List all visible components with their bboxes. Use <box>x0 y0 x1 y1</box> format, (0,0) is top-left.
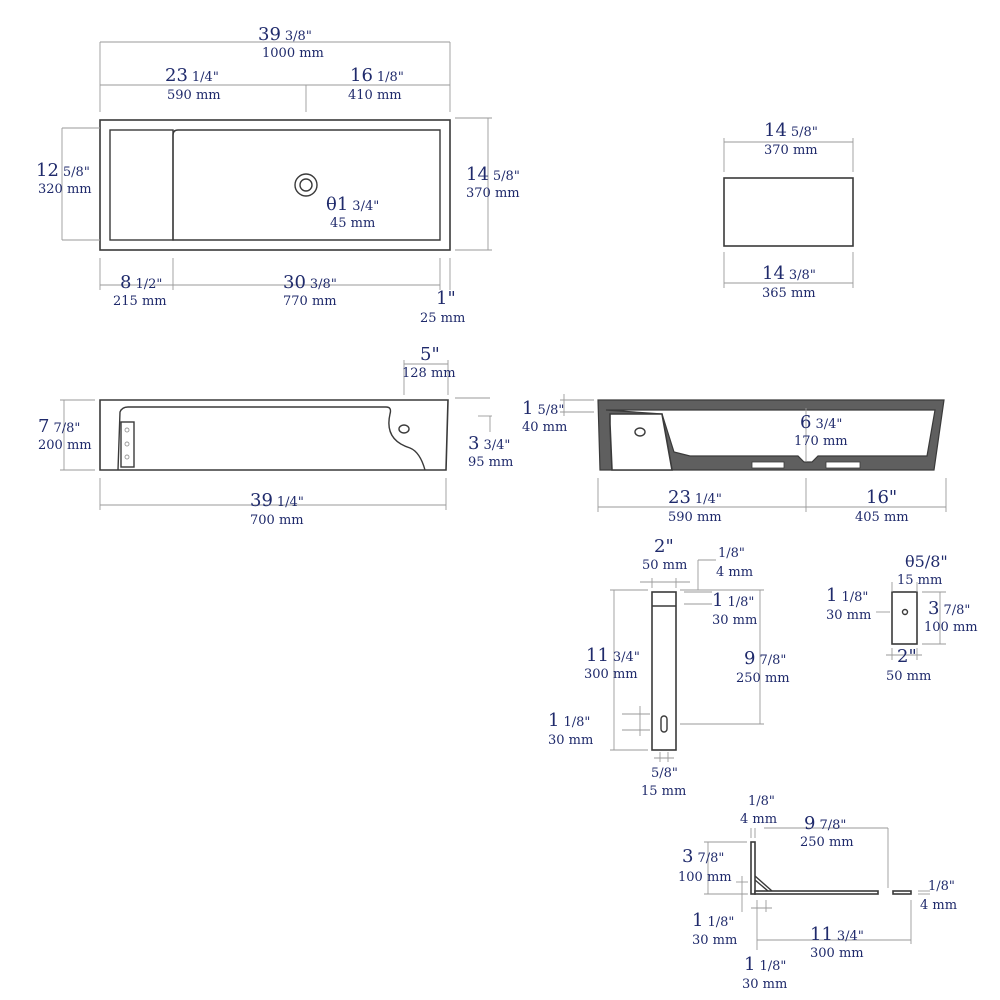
plate-edge-mm: 30 mm <box>826 608 872 623</box>
side-total-length-mm: 300 mm <box>810 946 864 961</box>
overflow-offset-in: 5" <box>420 344 440 365</box>
front-height-frac: 7/8" <box>53 421 81 436</box>
slot-width-mm: 15 mm <box>641 784 687 799</box>
bracket-width-in: 2" <box>654 536 674 557</box>
side-top-width-mm: 370 mm <box>764 143 818 158</box>
svg-text:11/8" <box>712 590 754 611</box>
svg-text:113/4" <box>586 645 640 666</box>
plate-hole-mm: 15 mm <box>897 573 943 588</box>
outer-depth-frac: 5/8" <box>492 169 520 184</box>
bowl-width-in: 30 <box>283 272 306 293</box>
bracket-hole-offset-frac: 1/8" <box>563 715 591 730</box>
section-depth-frac: 3/4" <box>815 417 843 432</box>
section-depth-mm: 170 mm <box>794 434 848 449</box>
svg-text:33/4" <box>468 433 510 454</box>
side-outline <box>724 178 853 246</box>
side-top-width-in: 14 <box>764 120 787 141</box>
svg-text:97/8" <box>744 648 786 669</box>
overall-width-mm: 1000 mm <box>262 46 324 61</box>
plate-edge-in: 1 <box>826 585 838 606</box>
side-gusset-frac: 1/8" <box>707 915 735 930</box>
side-thickness-end-in: 1/8" <box>928 879 955 894</box>
bracket-height-in: 11 <box>586 645 609 666</box>
right-section-frac: 1/8" <box>376 70 404 85</box>
top-view <box>36 24 520 326</box>
bracket-arm-frac: 7/8" <box>759 653 787 668</box>
bracket-arm-in: 9 <box>744 648 756 669</box>
side-bottom-width-frac: 3/8" <box>788 268 816 283</box>
side-total-length-in: 11 <box>810 924 833 945</box>
bowl-width-frac: 3/8" <box>309 277 337 292</box>
bracket-gusset <box>755 876 772 891</box>
front-height-in: 7 <box>38 416 50 437</box>
left-span-frac: 1/4" <box>694 492 722 507</box>
overall-width-in: 39 <box>258 24 281 45</box>
side-bottom-width-mm: 365 mm <box>762 286 816 301</box>
bracket-arm-mm: 250 mm <box>736 671 790 686</box>
inner-depth-in: 12 <box>36 160 59 181</box>
front-view <box>38 344 513 528</box>
slot-width-in: 5/8" <box>651 766 678 781</box>
bracket-height-frac: 3/4" <box>612 650 640 665</box>
section-inner-well <box>610 414 672 470</box>
svg-text:11/8" <box>692 910 734 931</box>
section-depth-in: 6 <box>800 412 812 433</box>
plate-width-mm: 50 mm <box>886 669 932 684</box>
side-plate-height-frac: 7/8" <box>697 851 725 866</box>
svg-text:11/8" <box>826 585 868 606</box>
right-span-mm: 405 mm <box>855 510 909 525</box>
svg-text:113/4" <box>810 924 864 945</box>
overflow-height-mm: 95 mm <box>468 455 514 470</box>
svg-text:303/8" <box>283 272 337 293</box>
plate-width-in: 2" <box>897 646 917 667</box>
bracket-top-offset-in: 1 <box>712 590 724 611</box>
svg-text:11/8" <box>744 954 786 975</box>
shelf-width-in: 8 <box>120 272 132 293</box>
drain-frac: 3/4" <box>352 199 380 214</box>
side-bottom-offset-in: 1 <box>744 954 756 975</box>
rim-mm: 25 mm <box>420 311 466 326</box>
shelf-width-mm: 215 mm <box>113 294 167 309</box>
bracket-thickness-in: 1/8" <box>718 546 745 561</box>
svg-text:63/4" <box>800 412 842 433</box>
plate-height-in: 3 <box>928 598 940 619</box>
svg-text:97/8" <box>804 813 846 834</box>
bracket-side-view <box>678 794 957 992</box>
side-top-width-frac: 5/8" <box>790 125 818 140</box>
wall-plate <box>892 592 917 644</box>
side-arm-frac: 7/8" <box>819 818 847 833</box>
bowl-width-mm: 770 mm <box>283 294 337 309</box>
side-gusset-in: 1 <box>692 910 704 931</box>
bracket-arm <box>755 891 878 894</box>
left-section-in: 23 <box>165 65 188 86</box>
left-span-in: 23 <box>668 487 691 508</box>
front-height-mm: 200 mm <box>38 438 92 453</box>
sink-top-outline <box>100 120 450 250</box>
right-section-mm: 410 mm <box>348 88 402 103</box>
base-length-frac: 1/4" <box>276 495 304 510</box>
overall-width-frac: 3/8" <box>284 29 312 44</box>
inner-depth-mm: 320 mm <box>38 182 92 197</box>
bracket-arm-tip <box>893 891 911 894</box>
side-view <box>724 120 853 301</box>
side-gusset-mm: 30 mm <box>692 933 738 948</box>
svg-text:37/8" <box>928 598 970 619</box>
svg-text:231/4" <box>165 65 219 86</box>
side-arm-in: 9 <box>804 813 816 834</box>
svg-text:161/8" <box>350 65 404 86</box>
side-thickness-top-mm: 4 mm <box>740 812 778 827</box>
bracket-bar <box>652 592 676 750</box>
svg-text:145/8" <box>764 120 818 141</box>
right-span-in: 16" <box>866 487 898 508</box>
plate-edge-frac: 1/8" <box>841 590 869 605</box>
bracket-thickness-mm: 4 mm <box>716 565 754 580</box>
plate-height-mm: 100 mm <box>924 620 978 635</box>
drain-in: θ1 <box>326 194 349 215</box>
left-section-mm: 590 mm <box>167 88 221 103</box>
base-length-in: 39 <box>250 490 273 511</box>
ledge-mm: 40 mm <box>522 420 568 435</box>
bracket-upright <box>751 842 755 894</box>
side-arm-mm: 250 mm <box>800 835 854 850</box>
inner-depth-frac: 5/8" <box>62 165 90 180</box>
svg-text:143/8" <box>762 263 816 284</box>
ledge-frac: 5/8" <box>537 403 565 418</box>
svg-text:81/2" <box>120 272 162 293</box>
bracket-hole-offset-in: 1 <box>548 710 560 731</box>
plate-hole-in: θ5/8" <box>905 552 948 571</box>
svg-text:391/4" <box>250 490 304 511</box>
section-view <box>522 394 946 525</box>
base-length-mm: 700 mm <box>250 513 304 528</box>
right-section-in: 16 <box>350 65 373 86</box>
side-plate-height-in: 3 <box>682 846 694 867</box>
bracket-top-offset-frac: 1/8" <box>727 595 755 610</box>
svg-text:37/8" <box>682 846 724 867</box>
svg-text:145/8" <box>466 164 520 185</box>
ledge-in: 1 <box>522 398 534 419</box>
left-section-frac: 1/4" <box>191 70 219 85</box>
overflow-offset-mm: 128 mm <box>402 366 456 381</box>
front-outline <box>100 400 448 470</box>
plate-height-frac: 7/8" <box>943 603 971 618</box>
svg-text:77/8" <box>38 416 80 437</box>
side-bottom-offset-frac: 1/8" <box>759 959 787 974</box>
bracket-width-mm: 50 mm <box>642 558 688 573</box>
side-thickness-top-in: 1/8" <box>748 794 775 809</box>
left-span-mm: 590 mm <box>668 510 722 525</box>
svg-text:125/8" <box>36 160 90 181</box>
overflow-height-frac: 3/4" <box>483 438 511 453</box>
side-plate-height-mm: 100 mm <box>678 870 732 885</box>
shelf-width-frac: 1/2" <box>135 277 163 292</box>
bracket-hole-offset-mm: 30 mm <box>548 733 594 748</box>
drain-mm: 45 mm <box>330 216 376 231</box>
outer-depth-in: 14 <box>466 164 489 185</box>
overflow-height-in: 3 <box>468 433 480 454</box>
svg-text:393/8" <box>258 24 312 45</box>
wall-plate-view <box>826 552 978 684</box>
rim-in: 1" <box>436 288 456 309</box>
svg-text:231/4" <box>668 487 722 508</box>
svg-text:11/8" <box>548 710 590 731</box>
side-bottom-offset-mm: 30 mm <box>742 977 788 992</box>
bracket-height-mm: 300 mm <box>584 667 638 682</box>
side-bottom-width-in: 14 <box>762 263 785 284</box>
bracket-top-offset-mm: 30 mm <box>712 613 758 628</box>
svg-text:15/8" <box>522 398 564 419</box>
outer-depth-mm: 370 mm <box>466 186 520 201</box>
bracket-front-view <box>548 536 790 799</box>
side-total-length-frac: 3/4" <box>836 929 864 944</box>
side-thickness-end-mm: 4 mm <box>920 898 958 913</box>
